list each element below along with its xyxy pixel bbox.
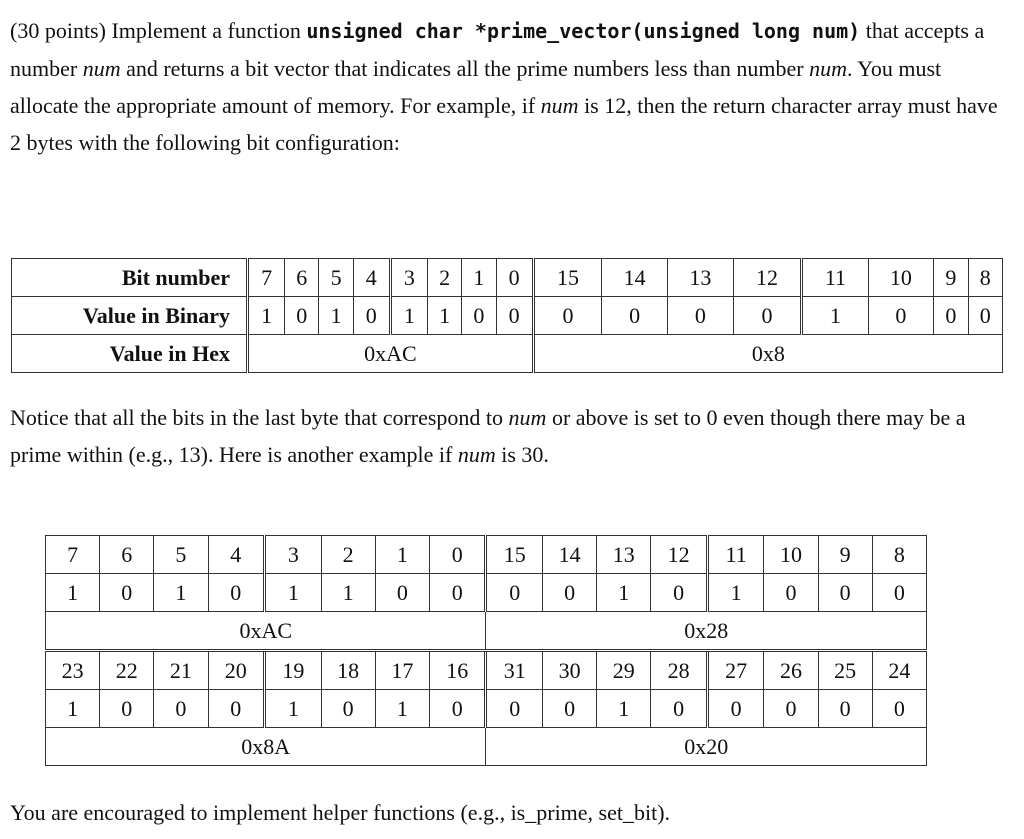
bit-number-cell: 13 <box>597 536 651 574</box>
bit-table-num30 <box>45 535 927 766</box>
bit-number-cell: 6 <box>285 259 319 297</box>
bit-number-cell: 27 <box>707 651 764 690</box>
binary-cell: 0 <box>321 690 375 728</box>
binary-cell: 0 <box>486 574 543 612</box>
bit-number-cell: 4 <box>208 536 265 574</box>
intro-text-5: is 12, then the return character array must have 2 bytes with the following bit configuration: <box>10 93 998 155</box>
binary-cell: 0 <box>154 690 208 728</box>
binary-cell: 1 <box>154 574 208 612</box>
binary-cell: 0 <box>602 297 668 335</box>
binary-cell: 0 <box>667 297 733 335</box>
bit-number-cell: 18 <box>321 651 375 690</box>
binary-cell: 0 <box>872 690 926 728</box>
bit-number-cell: 14 <box>542 536 596 574</box>
bit-number-row <box>46 536 927 574</box>
intro-paragraph <box>10 12 1010 161</box>
bit-number-cell: 10 <box>764 536 818 574</box>
binary-cell: 0 <box>542 574 596 612</box>
row-header: Bit number <box>12 259 248 297</box>
binary-cell: 1 <box>597 574 651 612</box>
bit-number-cell: 5 <box>154 536 208 574</box>
bit-number-cell: 25 <box>818 651 872 690</box>
binary-cell: 0 <box>496 297 533 335</box>
binary-cell: 0 <box>542 690 596 728</box>
hex-cell: 0x8 <box>533 335 1002 373</box>
hex-cell: 0x8A <box>46 728 486 766</box>
bit-number-cell: 0 <box>496 259 533 297</box>
binary-cell: 1 <box>375 690 429 728</box>
hex-cell: 0xAC <box>46 612 486 651</box>
footer-paragraph: You are encouraged to implement helper functions (e.g., is_prime, set_bit). <box>10 800 671 825</box>
bit-number-cell: 8 <box>872 536 926 574</box>
binary-cell: 1 <box>390 297 427 335</box>
hex-row <box>46 728 927 766</box>
bit-number-cell: 11 <box>707 536 764 574</box>
bit-table-num12 <box>11 258 1003 373</box>
hex-cell: 0x28 <box>486 612 927 651</box>
binary-cell: 1 <box>707 574 764 612</box>
binary-row <box>12 297 1003 335</box>
hex-cell: 0x20 <box>486 728 927 766</box>
binary-cell: 0 <box>934 297 968 335</box>
intro-text-1: (30 points) Implement a function <box>10 18 307 43</box>
binary-cell: 0 <box>353 297 390 335</box>
bit-number-cell: 7 <box>46 536 100 574</box>
hex-row <box>12 335 1003 373</box>
bit-number-cell: 11 <box>802 259 868 297</box>
bit-number-cell: 5 <box>319 259 353 297</box>
bit-number-cell: 15 <box>486 536 543 574</box>
binary-cell: 0 <box>285 297 319 335</box>
binary-cell: 1 <box>46 574 100 612</box>
binary-cell: 0 <box>208 690 265 728</box>
bit-number-cell: 31 <box>486 651 543 690</box>
binary-cell: 1 <box>597 690 651 728</box>
binary-cell: 1 <box>427 297 461 335</box>
binary-cell: 1 <box>46 690 100 728</box>
notice-text-3: is 30. <box>495 442 549 467</box>
bit-number-cell: 7 <box>248 259 285 297</box>
binary-cell: 0 <box>764 690 818 728</box>
binary-cell: 0 <box>764 574 818 612</box>
binary-cell: 0 <box>429 690 486 728</box>
bit-number-cell: 15 <box>533 259 602 297</box>
bit-number-cell: 3 <box>265 536 322 574</box>
binary-cell: 1 <box>319 297 353 335</box>
var-num: num <box>540 93 579 118</box>
intro-text-4: . You must allocate the appropriate amount of memory. For example, if <box>10 56 942 118</box>
bit-number-cell: 17 <box>375 651 429 690</box>
binary-cell: 0 <box>100 690 154 728</box>
bit-number-cell: 30 <box>542 651 596 690</box>
bit-number-cell: 8 <box>968 259 1002 297</box>
bit-number-cell: 1 <box>462 259 496 297</box>
bit-number-cell: 2 <box>321 536 375 574</box>
row-header: Value in Hex <box>12 335 248 373</box>
binary-cell: 0 <box>486 690 543 728</box>
binary-cell: 0 <box>462 297 496 335</box>
binary-cell: 0 <box>651 690 708 728</box>
bit-number-cell: 2 <box>427 259 461 297</box>
binary-cell: 0 <box>818 690 872 728</box>
binary-cell: 0 <box>375 574 429 612</box>
hex-row <box>46 612 927 651</box>
hex-cell: 0xAC <box>248 335 534 373</box>
var-num: num <box>508 405 547 430</box>
binary-cell: 0 <box>100 574 154 612</box>
row-header: Value in Binary <box>12 297 248 335</box>
bit-number-cell: 1 <box>375 536 429 574</box>
notice-text-1: Notice that all the bits in the last byte that correspond to <box>10 405 509 430</box>
binary-cell: 1 <box>265 574 322 612</box>
var-num: num <box>82 56 121 81</box>
bit-number-cell: 29 <box>597 651 651 690</box>
binary-row <box>46 574 927 612</box>
bit-number-cell: 12 <box>733 259 802 297</box>
bit-number-cell: 21 <box>154 651 208 690</box>
bit-number-cell: 16 <box>429 651 486 690</box>
bit-number-cell: 19 <box>265 651 322 690</box>
binary-cell: 0 <box>733 297 802 335</box>
bit-number-cell: 3 <box>390 259 427 297</box>
binary-cell: 0 <box>868 297 934 335</box>
bit-number-cell: 0 <box>429 536 486 574</box>
bit-number-cell: 6 <box>100 536 154 574</box>
bit-number-cell: 28 <box>651 651 708 690</box>
binary-cell: 0 <box>818 574 872 612</box>
bit-number-cell: 9 <box>934 259 968 297</box>
binary-cell: 1 <box>265 690 322 728</box>
binary-cell: 0 <box>707 690 764 728</box>
bit-number-cell: 14 <box>602 259 668 297</box>
bit-number-cell: 23 <box>46 651 100 690</box>
bit-number-cell: 24 <box>872 651 926 690</box>
binary-cell: 0 <box>208 574 265 612</box>
bit-number-cell: 20 <box>208 651 265 690</box>
bit-number-cell: 13 <box>667 259 733 297</box>
notice-text-2: or above is set to 0 even though there may be a prime within (e.g., 13). Here is another example if <box>10 405 966 467</box>
bit-number-row <box>12 259 1003 297</box>
binary-row <box>46 690 927 728</box>
function-signature: unsigned char *prime_vector(unsigned long num) <box>306 19 861 43</box>
var-num: num <box>809 56 848 81</box>
binary-cell: 1 <box>321 574 375 612</box>
binary-cell: 1 <box>248 297 285 335</box>
intro-text-3: and returns a bit vector that indicates all the prime numbers less than number <box>120 56 810 81</box>
bit-number-cell: 9 <box>818 536 872 574</box>
bit-number-cell: 22 <box>100 651 154 690</box>
binary-cell: 0 <box>872 574 926 612</box>
bit-number-cell: 10 <box>868 259 934 297</box>
binary-cell: 1 <box>802 297 868 335</box>
intro-text-2: that accepts a number <box>10 18 985 81</box>
binary-cell: 0 <box>533 297 602 335</box>
bit-number-cell: 4 <box>353 259 390 297</box>
binary-cell: 0 <box>429 574 486 612</box>
bit-number-cell: 12 <box>651 536 708 574</box>
notice-paragraph <box>10 399 1010 473</box>
binary-cell: 0 <box>968 297 1002 335</box>
bit-number-row <box>46 651 927 690</box>
binary-cell: 0 <box>651 574 708 612</box>
var-num: num <box>457 442 496 467</box>
bit-number-cell: 26 <box>764 651 818 690</box>
